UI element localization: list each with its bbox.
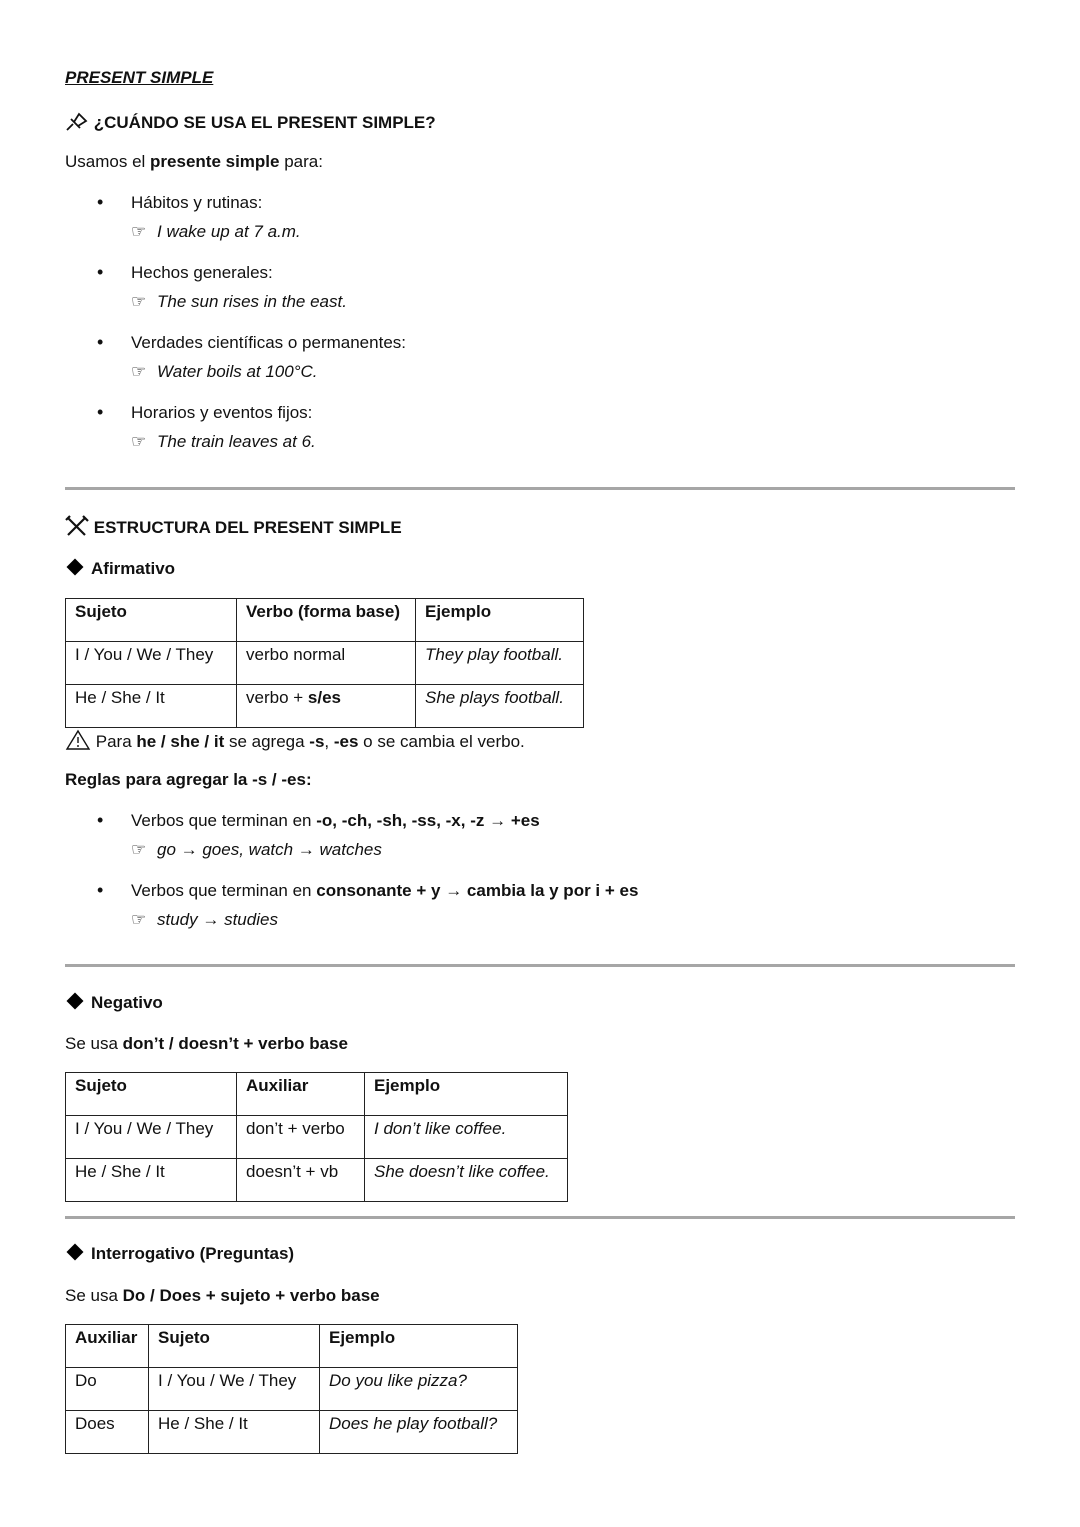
table-cell: I / You / We / They: [66, 1116, 237, 1159]
column-header: Sujeto: [66, 599, 237, 642]
divider: [65, 964, 1015, 967]
column-header: Sujeto: [66, 1073, 237, 1116]
table-cell: Do: [66, 1368, 149, 1411]
table-cell: verbo normal: [237, 642, 416, 685]
diamond-icon: [67, 1244, 84, 1261]
list-item-label: Verdades científicas o permanentes:: [131, 333, 406, 352]
table-row: [66, 1116, 568, 1159]
table-cell: I / You / We / They: [149, 1368, 320, 1411]
table-row: [66, 1411, 518, 1454]
rule-item: Verbos que terminan en -o, -ch, -sh, -ss, -x, -z → +es: [131, 811, 540, 830]
table-row: [66, 1368, 518, 1411]
negative-heading: Negativo: [65, 993, 163, 1013]
column-header: Ejemplo: [320, 1325, 518, 1368]
column-header: Ejemplo: [365, 1073, 568, 1116]
bullet: •: [97, 332, 104, 352]
pushpin-icon: [65, 113, 89, 132]
column-header: Verbo (forma base): [237, 599, 416, 642]
list-item-label: Hábitos y rutinas:: [131, 193, 263, 212]
warning-note: Para he / she / it se agrega -s, -es o se cambia el verbo.: [65, 729, 525, 752]
divider: [65, 1216, 1015, 1219]
table-cell: He / She / It: [66, 1159, 237, 1202]
bullet: •: [97, 880, 104, 900]
table-cell: She doesn’t like coffee.: [365, 1159, 568, 1202]
table-cell: He / She / It: [149, 1411, 320, 1454]
table-cell: Does he play football?: [320, 1411, 518, 1454]
table-cell: I / You / We / They: [66, 642, 237, 685]
affirmative-heading: Afirmativo: [65, 559, 175, 579]
interrogative-intro: Se usa Do / Does + sujeto + verbo base: [65, 1286, 380, 1305]
column-header: Ejemplo: [416, 599, 584, 642]
warning-icon: [65, 732, 91, 751]
rules-heading: Reglas para agregar la -s / -es:: [65, 770, 312, 789]
table-cell: doesn’t + vb: [237, 1159, 365, 1202]
pointing-hand-icon: ☞: [131, 292, 147, 311]
page-title: PRESENT SIMPLE: [65, 68, 214, 87]
bullet: •: [97, 402, 104, 422]
table-row: [66, 685, 584, 728]
affirmative-table: [65, 598, 584, 728]
table-header-row: [66, 599, 584, 642]
table-cell: They play football.: [416, 642, 584, 685]
table-cell: Does: [66, 1411, 149, 1454]
rule-item: Verbos que terminan en consonante + y → cambia la y por i + es: [131, 881, 639, 900]
rule-example: ☞ study → studies: [131, 910, 278, 929]
pointing-hand-icon: ☞: [131, 840, 147, 859]
pointing-hand-icon: ☞: [131, 362, 147, 381]
list-item-example: ☞ The train leaves at 6.: [131, 432, 316, 451]
column-header: Auxiliar: [237, 1073, 365, 1116]
table-header-row: [66, 1073, 568, 1116]
interrogative-heading: Interrogativo (Preguntas): [65, 1244, 294, 1264]
rule-example: ☞ go → goes, watch → watches: [131, 840, 382, 859]
table-cell: I don’t like coffee.: [365, 1116, 568, 1159]
column-header: Auxiliar: [66, 1325, 149, 1368]
bullet: •: [97, 810, 104, 830]
bullet: •: [97, 192, 104, 212]
negative-table: [65, 1072, 568, 1202]
list-item-label: Horarios y eventos fijos:: [131, 403, 313, 422]
table-header-row: [66, 1325, 518, 1368]
table-cell: Do you like pizza?: [320, 1368, 518, 1411]
list-item-example: ☞ Water boils at 100°C.: [131, 362, 318, 381]
intro-text: Usamos el presente simple para:: [65, 152, 323, 171]
table-cell: She plays football.: [416, 685, 584, 728]
table-row: [66, 1159, 568, 1202]
divider: [65, 487, 1015, 490]
table-row: [66, 642, 584, 685]
table-cell: He / She / It: [66, 685, 237, 728]
negative-intro: Se usa don’t / doesn’t + verbo base: [65, 1034, 348, 1053]
pointing-hand-icon: ☞: [131, 910, 147, 929]
pointing-hand-icon: ☞: [131, 432, 147, 451]
tools-icon: [65, 518, 89, 537]
column-header: Sujeto: [149, 1325, 320, 1368]
pointing-hand-icon: ☞: [131, 222, 147, 241]
bullet: •: [97, 262, 104, 282]
list-item-example: ☞ The sun rises in the east.: [131, 292, 347, 311]
list-item-label: Hechos generales:: [131, 263, 273, 282]
table-cell: don’t + verbo: [237, 1116, 365, 1159]
interrogative-table: [65, 1324, 518, 1454]
section-heading-structure: ESTRUCTURA DEL PRESENT SIMPLE: [65, 515, 402, 538]
diamond-icon: [67, 993, 84, 1010]
diamond-icon: [67, 559, 84, 576]
table-cell: verbo + s/es: [237, 685, 416, 728]
list-item-example: ☞ I wake up at 7 a.m.: [131, 222, 301, 241]
heading-text: ¿CUÁNDO SE USA EL PRESENT SIMPLE?: [93, 113, 436, 132]
section-heading-when: [65, 111, 436, 133]
